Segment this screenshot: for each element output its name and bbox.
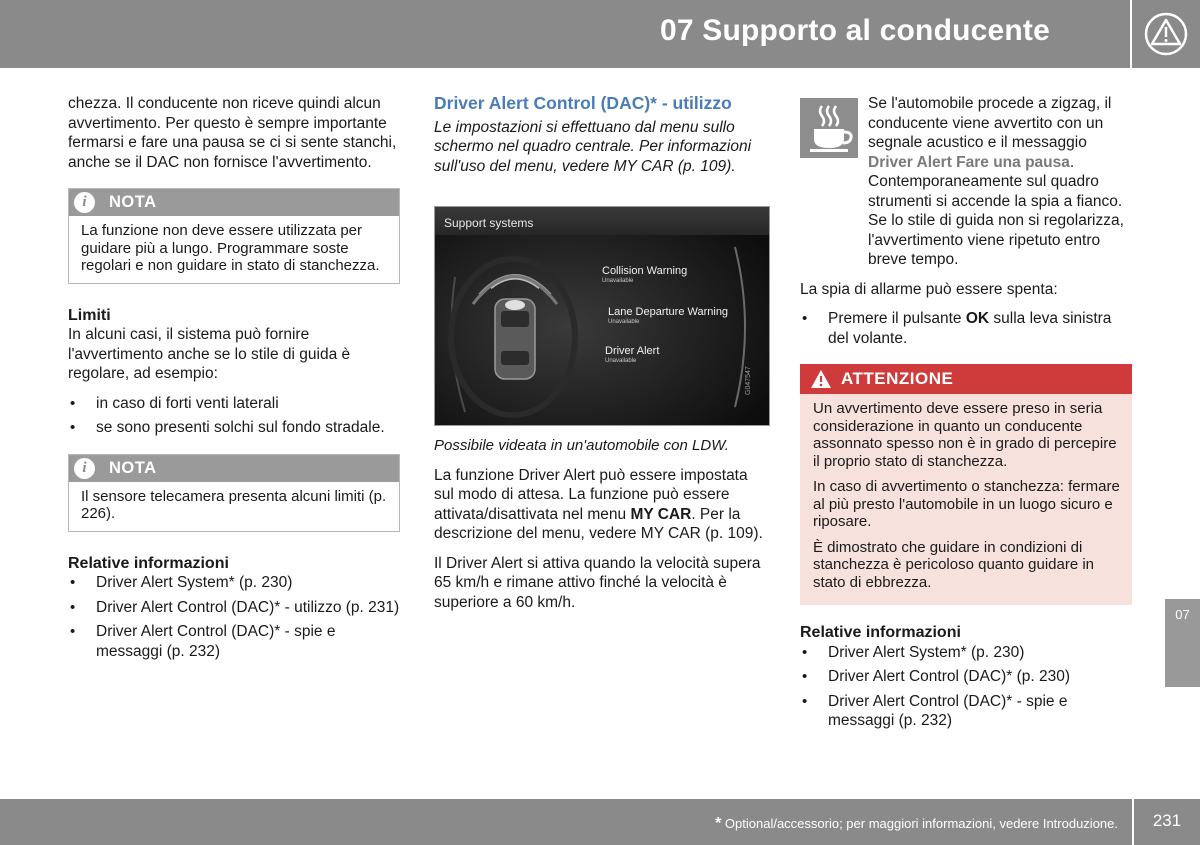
related-link[interactable]: • Driver Alert System* (p. 230) — [68, 573, 400, 593]
chapter-tab-label: 07 — [1175, 607, 1190, 622]
coffee-paragraph: Se l'automobile procede a zigzag, il conducente viene avvertito con un segnale acustico e il messaggio Driver Alert Fare una pausa. Contemporaneamente sul quadro strumenti si accende la spia a fianco. Se lo stile di guida non si regolarizza, l'avvertimento viene ripetuto entro breve tempo. — [800, 94, 1132, 270]
warning-header — [800, 364, 1132, 394]
coffee-cup-icon — [800, 98, 858, 158]
note-header — [69, 455, 399, 482]
warning-text: Un avvertimento deve essere preso in seria considerazione in quanto un conducente assonnato spesso non è in grado di percepire il proprio stato di stanchezza. — [813, 400, 1117, 470]
menu-name: MY CAR — [630, 505, 692, 523]
menu-item-status: Unavailable — [608, 319, 640, 325]
warning-text: In caso di avvertimento o stanchezza: fermare al più presto l'automobile in un luogo sicuro e riposare. — [813, 478, 1120, 530]
note-text: Il sensore telecamera presenta alcuni limiti (p. 226). — [81, 487, 387, 522]
page-header — [0, 0, 1130, 68]
chapter-tab[interactable] — [1165, 599, 1200, 687]
related-list — [68, 573, 400, 661]
related-link[interactable]: • Driver Alert Control (DAC)* - spie e messaggi (p. 232) — [800, 692, 1132, 731]
warning-triangle-icon — [809, 368, 833, 390]
menu-item-collision-warning — [602, 265, 687, 285]
limits-heading: Limiti — [68, 306, 111, 324]
action-list — [800, 309, 1132, 348]
page-footer — [0, 799, 1132, 845]
note-box — [68, 188, 400, 284]
related-link[interactable]: • Driver Alert System* (p. 230) — [800, 643, 1132, 663]
note-header — [69, 189, 399, 216]
related-link[interactable]: • Driver Alert Control (DAC)* (p. 230) — [800, 667, 1132, 687]
column-middle — [434, 94, 768, 622]
page-number-box — [1134, 799, 1200, 845]
list-item: • Premere il pulsante OK sulla leva sinistra del volante. — [800, 309, 1132, 348]
info-icon: i — [74, 458, 95, 479]
related-list — [800, 643, 1132, 731]
paragraph: La funzione Driver Alert può essere impostata sul modo di attesa. La funzione può essere attivata/disattivata nel menu MY CAR. Per la descrizione del menu, vedere MY CAR (p. 109). — [434, 466, 763, 542]
footer-note: * Optional/accessorio; per maggiori informazioni, vedere Introduzione. — [715, 815, 1118, 832]
paragraph: La spia di allarme può essere spenta: — [800, 280, 1058, 298]
limits-list — [68, 394, 400, 438]
list-item: • se sono presenti solchi sul fondo stradale. — [68, 418, 400, 438]
note-label: NOTA — [109, 458, 157, 477]
image-code: G047547 — [745, 366, 752, 395]
warning-triangle-icon — [1142, 12, 1190, 56]
column-right — [800, 94, 1132, 741]
note-box — [68, 454, 400, 532]
related-heading: Relative informazioni — [68, 554, 229, 572]
intro-paragraph: chezza. Il conducente non riceve quindi alcun avvertimento. Per questo è sempre importante fermarsi e fare una pausa se ci si sente stanchi, anche se il DAC non fornisce l'avvertimento. — [68, 95, 397, 171]
menu-item-status: Unavailable — [605, 358, 637, 364]
paragraph: Il Driver Alert si attiva quando la velocità supera 65 km/h e rimane attivo finché la velocità è superiore a 60 km/h. — [434, 554, 761, 611]
related-link[interactable]: • Driver Alert Control (DAC)* - utilizzo (p. 231) — [68, 598, 400, 618]
chapter-icon-box — [1132, 0, 1200, 68]
menu-item-lane-departure-warning — [608, 306, 728, 326]
menu-item-label: Driver Alert — [605, 345, 660, 357]
note-label: NOTA — [109, 193, 157, 211]
screen-title: Support systems — [444, 216, 534, 230]
chapter-title: 07 Supporto al conducente — [659, 14, 1050, 47]
section-heading: Driver Alert Control (DAC)* - utilizzo — [434, 93, 732, 113]
info-icon: i — [74, 192, 95, 213]
screen-title-bar — [435, 207, 769, 235]
related-link[interactable]: • Driver Alert Control (DAC)* - spie e messaggi (p. 232) — [68, 622, 400, 661]
image-caption: Possibile videata in un'automobile con LDW. — [434, 437, 729, 454]
menu-item-label: Lane Departure Warning — [608, 306, 729, 318]
menu-item-label: Collision Warning — [602, 265, 688, 277]
menu-item-status: Unavailable — [602, 278, 634, 284]
screen-illustration — [434, 206, 770, 426]
warning-label: ATTENZIONE — [841, 369, 954, 388]
warning-box — [800, 364, 1132, 605]
limits-paragraph: In alcuni casi, il sistema può fornire l'avvertimento anche se lo stile di guida è regolare, ad esempio: — [68, 326, 351, 382]
column-left — [68, 94, 400, 671]
page-number: 231 — [1152, 811, 1182, 830]
alert-message: Driver Alert Fare una pausa — [868, 153, 1070, 171]
intro-italic: Le impostazioni si effettuano dal menu sullo schermo nel quadro centrale. Per informazioni sull'uso del menu, vedere MY CAR (p. 109). — [434, 118, 752, 175]
note-text: La funzione non deve essere utilizzata per guidare più a lungo. Programmare soste regolari e non guidare in stato di stanchezza. — [81, 222, 380, 274]
warning-text: È dimostrato che guidare in condizioni di stanchezza è pericoloso quanto guidare in stato di ebbrezza. — [813, 538, 1095, 591]
related-heading: Relative informazioni — [800, 624, 961, 641]
warning-body — [800, 394, 1132, 605]
menu-item-driver-alert — [605, 345, 659, 365]
list-item: • in caso di forti venti laterali — [68, 394, 400, 414]
